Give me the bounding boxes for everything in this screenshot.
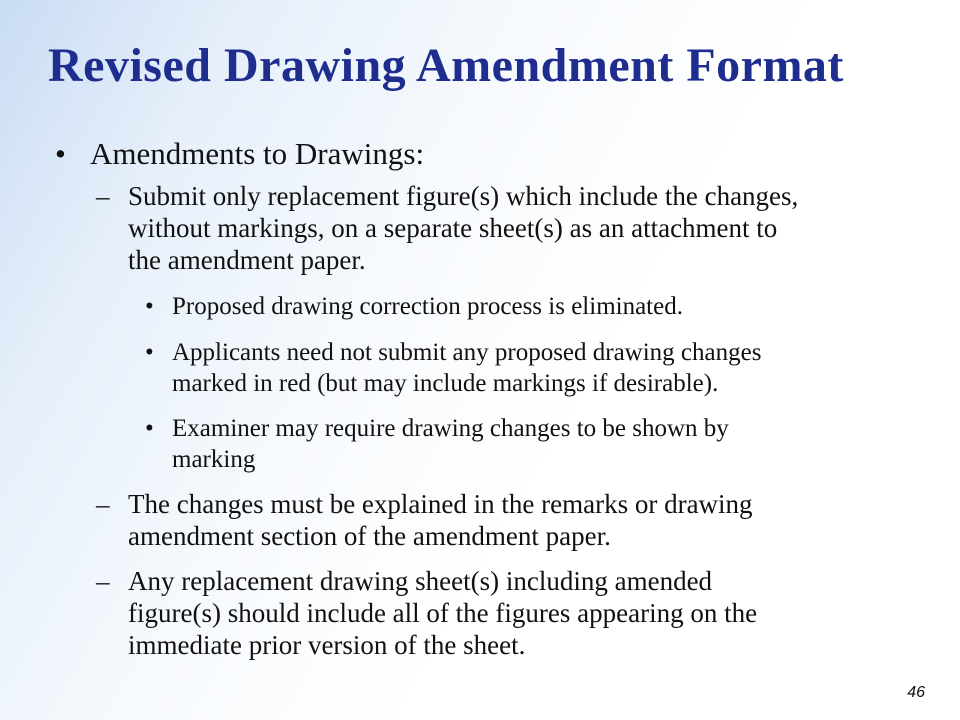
sub-bullet-applicants — [172, 337, 932, 399]
main-bullet-item — [55, 134, 915, 174]
sub-item-changes-explained — [128, 488, 928, 552]
text-line: Submit only replacement figure(s) which include the changes, — [128, 181, 799, 211]
bullet-icon: • — [55, 136, 66, 171]
text-line: figure(s) should include all of the figures appearing on the — [128, 598, 758, 628]
text-line: marking — [172, 446, 256, 473]
dash-icon: – — [96, 181, 110, 211]
sub-item-replacement-sheet — [128, 565, 928, 661]
sub-item-replacement-figures — [128, 180, 928, 276]
text-line: Any replacement drawing sheet(s) including amended — [128, 566, 713, 596]
text-line: the amendment paper. — [128, 245, 366, 275]
dash-icon: – — [96, 489, 110, 519]
main-bullet-text: Amendments to Drawings: — [90, 136, 425, 171]
text-line: amendment section of the amendment paper. — [128, 521, 611, 551]
bullet-icon: • — [145, 293, 154, 320]
bullet-icon: • — [145, 415, 154, 442]
sub-bullet-examiner — [172, 413, 932, 475]
text-line: immediate prior version of the sheet. — [128, 630, 526, 660]
page-number: 46 — [907, 684, 925, 701]
text-line: The changes must be explained in the remarks or drawing — [128, 489, 753, 519]
dash-icon: – — [96, 566, 110, 596]
text-line: Examiner may require drawing changes to be shown by — [172, 415, 729, 442]
bullet-icon: • — [145, 339, 154, 366]
text-line: Applicants need not submit any proposed drawing changes — [172, 339, 762, 366]
slide-title: Revised Drawing Amendment Format — [48, 39, 844, 92]
text-line: without markings, on a separate sheet(s) as an attachment to — [128, 213, 778, 243]
text-line: Proposed drawing correction process is eliminated. — [172, 293, 683, 320]
text-line: marked in red (but may include markings if desirable). — [172, 370, 719, 397]
sub-bullet-correction-process — [172, 291, 932, 322]
